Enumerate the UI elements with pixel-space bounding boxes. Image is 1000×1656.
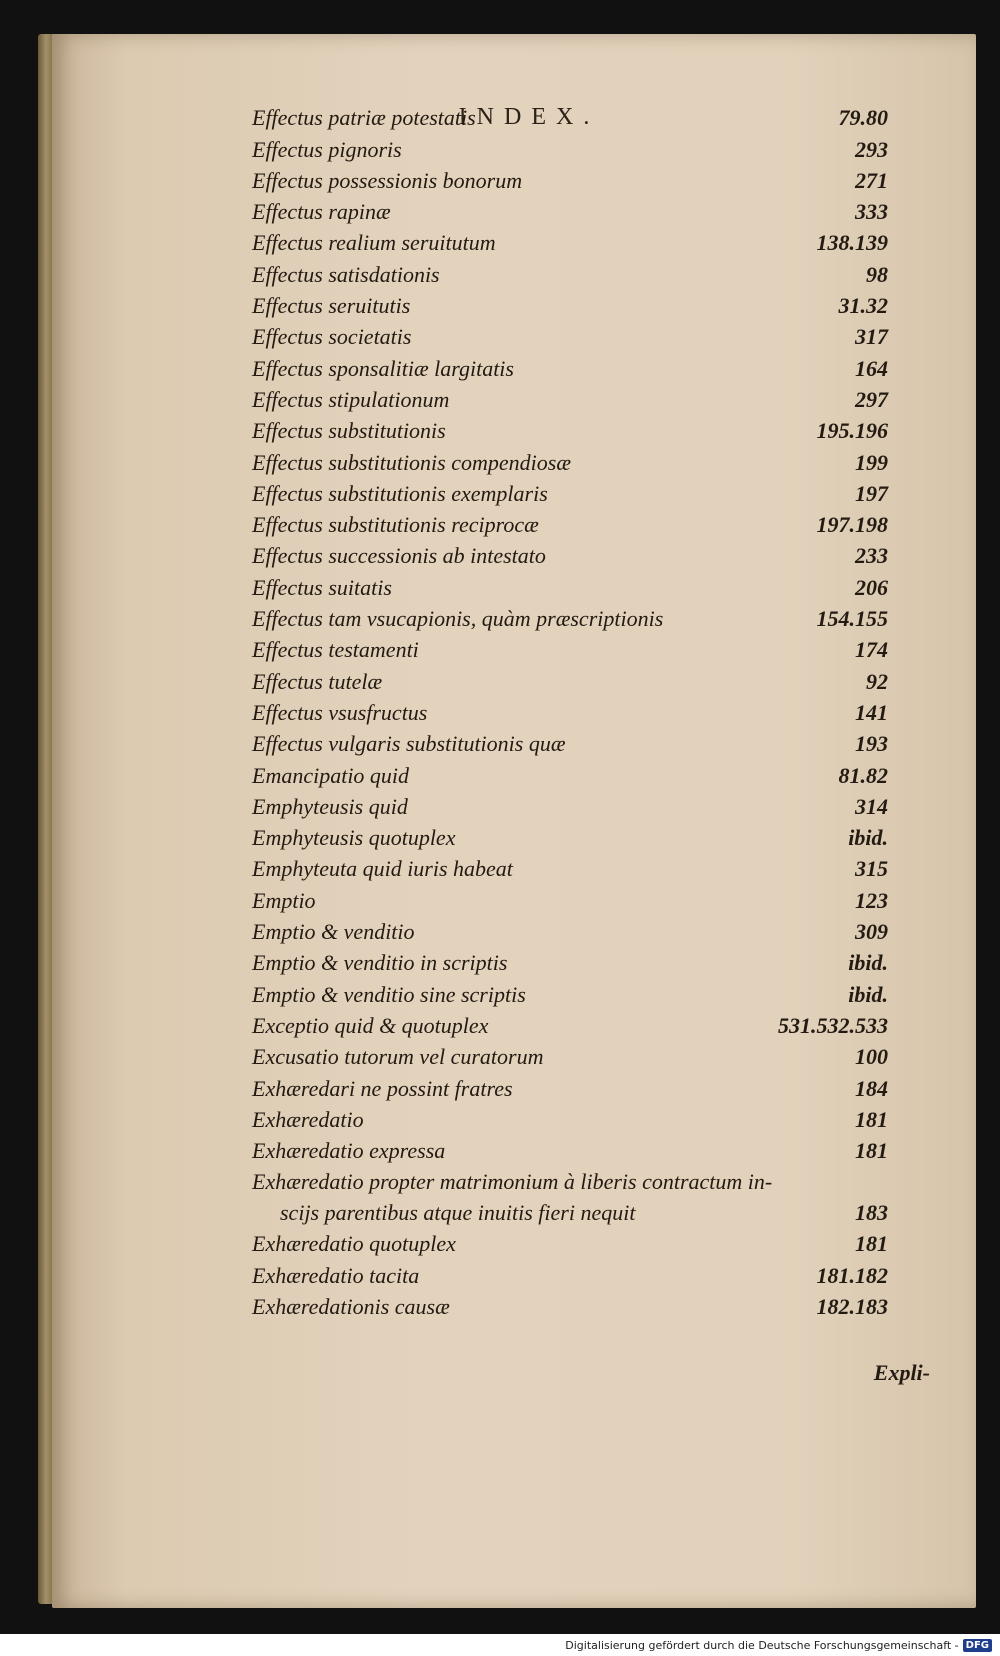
entry-page-ref: 314 <box>855 793 888 819</box>
index-entry <box>252 100 892 131</box>
entry-page-ref: 31.32 <box>838 293 888 319</box>
entry-page-ref: 181.182 <box>816 1262 888 1288</box>
index-entry <box>252 1289 892 1320</box>
index-entry <box>252 382 892 413</box>
entry-page-ref: 293 <box>855 136 888 162</box>
entry-page-ref: ibid. <box>848 981 888 1007</box>
entry-term: Effectus substitutionis compendiosæ <box>252 449 571 475</box>
index-entry <box>252 663 892 694</box>
index-entry <box>252 288 892 319</box>
index-entry <box>252 538 892 569</box>
entry-term: Emphyteusis quid <box>252 793 408 819</box>
index-entry <box>252 1039 892 1070</box>
index-entry <box>252 1102 892 1133</box>
index-entry <box>252 726 892 757</box>
entry-term: Emancipatio quid <box>252 762 410 788</box>
entry-term: Effectus successionis ab intestato <box>252 543 546 569</box>
index-entry <box>252 632 892 663</box>
index-entry <box>252 1226 892 1257</box>
entry-term: Exhæredatio quotuplex <box>252 1231 456 1257</box>
entry-page-ref: 164 <box>855 355 888 381</box>
catchword: Expli- <box>873 1360 930 1385</box>
entry-term: Emptio <box>252 887 316 913</box>
index-entry <box>252 1257 892 1288</box>
entry-page-ref: ibid. <box>848 950 888 976</box>
index-entry <box>252 444 892 475</box>
entry-term: Effectus substitutionis exemplaris <box>252 480 548 506</box>
entry-term-line1: Exhæredatio propter matrimonium à liberis contractum in- <box>252 1169 773 1195</box>
entry-term: Effectus substitutionis <box>252 418 446 444</box>
index-entry <box>252 882 892 913</box>
index-entry <box>252 945 892 976</box>
entry-page-ref: 199 <box>855 449 888 475</box>
index-entry <box>252 601 892 632</box>
entry-page-ref: 174 <box>855 637 888 663</box>
entry-page-ref: 141 <box>855 699 888 725</box>
entry-page-ref: 92 <box>866 668 888 694</box>
index-entry <box>252 695 892 726</box>
index-entries <box>252 100 892 1320</box>
index-entry <box>252 225 892 256</box>
entry-term: Effectus testamenti <box>252 637 419 663</box>
index-entry-multiline <box>252 1164 892 1226</box>
entry-term: Exhæredari ne possint fratres <box>252 1075 513 1101</box>
index-entry <box>252 256 892 287</box>
index-entry <box>252 476 892 507</box>
entry-term: Effectus vsusfructus <box>252 699 428 725</box>
entry-page-ref: 123 <box>855 887 888 913</box>
entry-term: Emptio & venditio <box>252 919 415 945</box>
entry-term: Effectus societatis <box>252 324 412 350</box>
entry-page-ref: 193 <box>855 731 888 757</box>
index-entry <box>252 319 892 350</box>
entry-page-ref: 181 <box>855 1138 888 1164</box>
entry-term: Effectus suitatis <box>252 574 392 600</box>
index-entry <box>252 131 892 162</box>
entry-term: Emphyteusis quotuplex <box>252 825 456 851</box>
index-entry <box>252 976 892 1007</box>
index-entry <box>252 163 892 194</box>
index-entry <box>252 1133 892 1164</box>
entry-term: Emptio & venditio in scriptis <box>252 950 508 976</box>
entry-page-ref: 181 <box>855 1106 888 1132</box>
entry-term: Effectus pignoris <box>252 136 402 162</box>
entry-term: Effectus seruitutis <box>252 293 411 319</box>
entry-page-ref: 233 <box>855 543 888 569</box>
index-entry <box>252 851 892 882</box>
entry-term: Excusatio tutorum vel curatorum <box>252 1044 544 1070</box>
dfg-logo: DFG <box>963 1639 992 1652</box>
entry-page-ref: 197 <box>855 480 888 506</box>
entry-term: Exhæredationis causæ <box>252 1293 450 1319</box>
footer-bar <box>0 1634 1000 1656</box>
entry-page-ref: 195.196 <box>816 418 888 444</box>
entry-page-ref: 79.80 <box>838 105 888 131</box>
entry-term: Emptio & venditio sine scriptis <box>252 981 526 1007</box>
entry-page-ref: 317 <box>855 324 888 350</box>
entry-page-ref: 309 <box>855 919 888 945</box>
entry-term: Effectus possessionis bonorum <box>252 167 523 193</box>
index-entry <box>252 914 892 945</box>
entry-page-ref: 333 <box>855 199 888 225</box>
entry-page-ref: 181 <box>855 1231 888 1257</box>
entry-term-line2: scijs parentibus atque inuitis fieri nequit <box>280 1200 636 1226</box>
footer-text: Digitalisierung gefördert durch die Deutsche Forschungsgemeinschaft - <box>565 1638 959 1652</box>
entry-term: Effectus realium seruitutum <box>252 230 496 256</box>
entry-page-ref: 98 <box>866 261 888 287</box>
entry-page-ref: 297 <box>855 386 888 412</box>
entry-page-ref: 183 <box>855 1200 888 1226</box>
entry-term: Effectus tam vsucapionis, quàm præscriptionis <box>252 606 664 632</box>
entry-page-ref: 206 <box>855 574 888 600</box>
entry-term: Effectus rapinæ <box>252 199 391 225</box>
entry-page-ref: 182.183 <box>816 1293 888 1319</box>
entry-term: Effectus stipulationum <box>252 386 450 412</box>
entry-page-ref: 100 <box>855 1044 888 1070</box>
entry-page-ref: 138.139 <box>816 230 888 256</box>
entry-term: Exceptio quid & quotuplex <box>252 1012 489 1038</box>
running-head: INDEX. <box>458 104 600 130</box>
entry-term: Exhæredatio tacita <box>252 1262 420 1288</box>
index-entry <box>252 569 892 600</box>
index-entry <box>252 194 892 225</box>
index-entry <box>252 350 892 381</box>
entry-page-ref: 315 <box>855 856 888 882</box>
index-entry <box>252 757 892 788</box>
index-entry <box>252 1070 892 1101</box>
entry-term: Effectus sponsalitiæ largitatis <box>252 355 514 381</box>
entry-page-ref: 271 <box>855 167 888 193</box>
index-entry <box>252 789 892 820</box>
entry-term: Exhæredatio expressa <box>252 1138 446 1164</box>
entry-page-ref: 531.532.533 <box>778 1012 888 1038</box>
entry-page-ref: 197.198 <box>816 512 888 538</box>
entry-term: Effectus patriæ potestatis <box>252 105 476 131</box>
entry-term: Effectus substitutionis reciprocæ <box>252 512 539 538</box>
entry-term: Exhæredatio <box>252 1106 364 1132</box>
entry-term: Emphyteuta quid iuris habeat <box>252 856 513 882</box>
entry-page-ref: 184 <box>855 1075 888 1101</box>
index-entry <box>252 820 892 851</box>
entry-term: Effectus tutelæ <box>252 668 383 694</box>
entry-page-ref: ibid. <box>848 825 888 851</box>
index-entry <box>252 1008 892 1039</box>
entry-page-ref: 154.155 <box>816 606 888 632</box>
entry-term: Effectus satisdationis <box>252 261 440 287</box>
entry-page-ref: 81.82 <box>838 762 888 788</box>
index-entry <box>252 413 892 444</box>
index-entry <box>252 507 892 538</box>
entry-term: Effectus vulgaris substitutionis quæ <box>252 731 566 757</box>
